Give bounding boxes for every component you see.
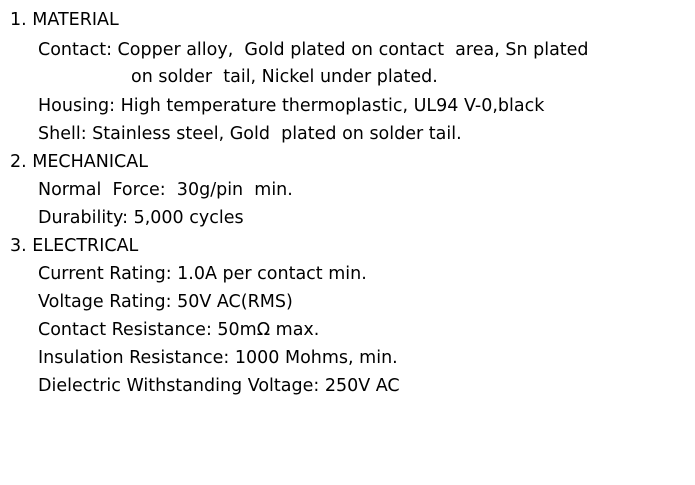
section-heading-mechanical: 2. MECHANICAL [10, 152, 148, 172]
electrical-dielectric-voltage: Dielectric Withstanding Voltage: 250V AC [38, 376, 400, 396]
electrical-insulation-resistance: Insulation Resistance: 1000 Mohms, min. [38, 348, 398, 368]
material-contact-continued: on solder tail, Nickel under plated. [131, 67, 438, 87]
mechanical-normal-force: Normal Force: 30g/pin min. [38, 180, 293, 200]
material-housing: Housing: High temperature thermoplastic, UL94 V-0,black [38, 96, 545, 116]
electrical-contact-resistance: Contact Resistance: 50mΩ max. [38, 320, 320, 340]
electrical-voltage-rating: Voltage Rating: 50V AC(RMS) [38, 292, 293, 312]
electrical-current-rating: Current Rating: 1.0A per contact min. [38, 264, 367, 284]
section-heading-material: 1. MATERIAL [10, 10, 119, 30]
material-shell: Shell: Stainless steel, Gold plated on solder tail. [38, 124, 462, 144]
material-contact: Contact: Copper alloy, Gold plated on contact area, Sn plated [38, 40, 589, 60]
section-heading-electrical: 3. ELECTRICAL [10, 236, 139, 256]
mechanical-durability: Durability: 5,000 cycles [38, 208, 244, 228]
